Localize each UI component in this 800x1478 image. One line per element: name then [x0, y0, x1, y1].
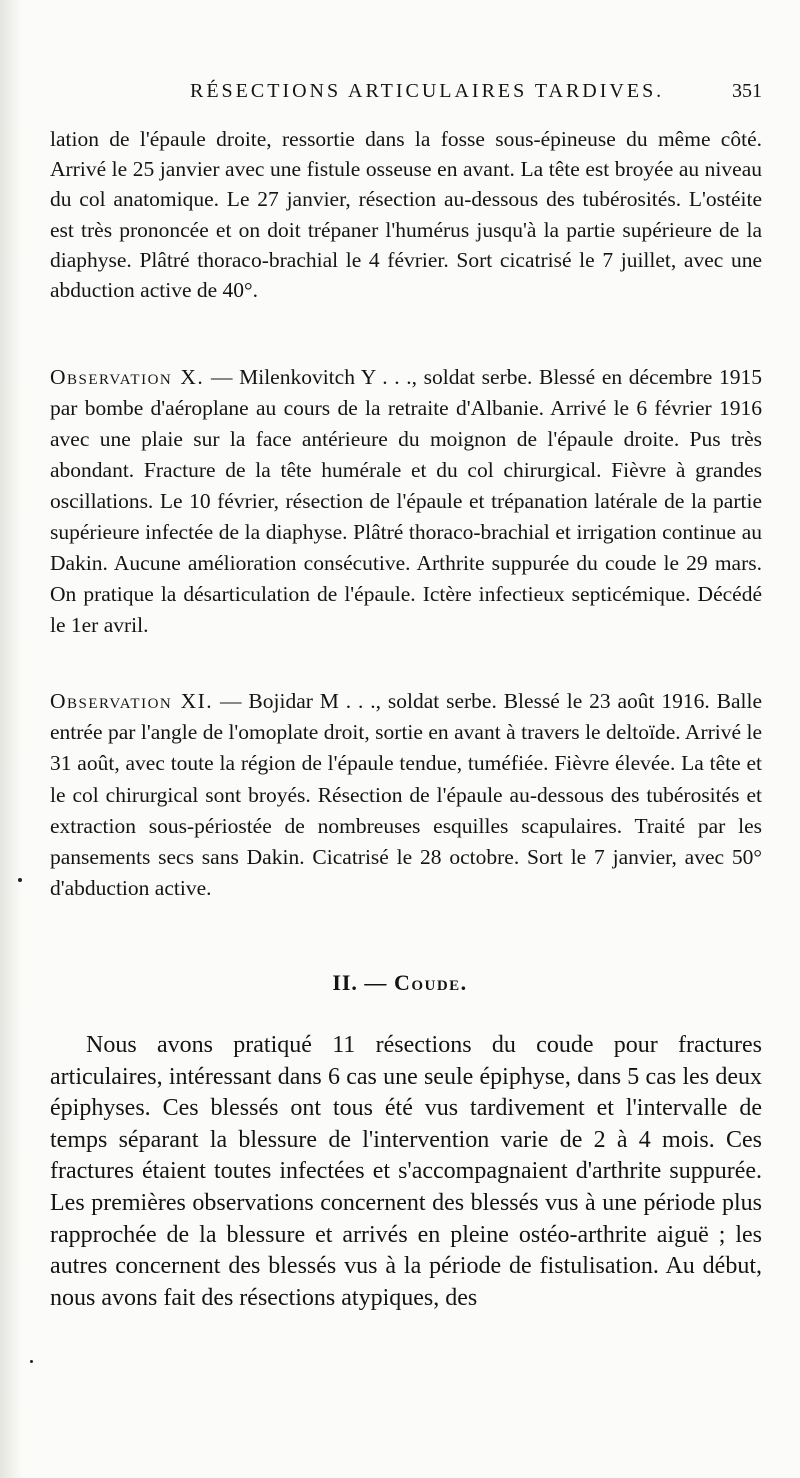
- section-heading: [0, 970, 800, 996]
- observation-x-text: — Milenkovitch Y . . ., soldat serbe. Blessé en décembre 1915 par bombe d'aéroplane au cours de la retraite d'Albanie. Arrivé le 6 février 1916 avec une plaie sur la face antérieure du moignon de l'épaule droite. Pus très abondant. Fracture de la tête humérale et du col chirurgical. Fièvre à grandes oscillations. Le 10 février, résection de l'épaule et trépanation latérale de la partie supérieure infectée de la diaphyse. Plâtré thoraco-brachial et irrigation continue au Dakin. Aucune amélioration consécutive. Arthrite suppurée du coude le 29 mars. On pratique la désarticulation de l'épaule. Ictère infectieux septicémique. Décédé le 1er avril.: [50, 365, 762, 637]
- observation-xi-paragraph: [50, 686, 762, 904]
- page-number: 351: [732, 80, 762, 102]
- continuation-paragraph: lation de l'épaule droite, ressortie dans la fosse sous-épineuse du même côté. Arrivé le 25 janvier avec une fistule osseuse en avant. La tête est broyée au niveau du col anatomique. Le 27 janvier, résection au-dessous des tubérosités. L'ostéite est très prononcée et on doit trépaner l'humérus jusqu'à la partie supérieure de la diaphyse. Plâtré thoraco-brachial le 4 février. Sort cicatrisé le 7 juillet, avec une abduction active de 40°.: [50, 127, 762, 303]
- page-header: [190, 80, 762, 110]
- observation-xi-text: — Bojidar M . . ., soldat serbe. Blessé le 23 août 1916. Balle entrée par l'angle de l'omoplate droit, sortie en avant à travers le deltoïde. Arrivé le 31 août, avec toute la région de l'épaule tendue, tuméfiée. Fièvre élevée. La tête et le col chirurgical sont broyés. Résection de l'épaule au-dessous des tubérosités et extraction sous-périostée de nombreuses esquilles scapulaires. Traité par les pansements secs sans Dakin. Cicatrisé le 28 octobre. Sort le 7 janvier, avec 50° d'abduction active.: [50, 689, 762, 901]
- elbow-intro-paragraph: Nous avons pratiqué 11 résections du coude pour fractures articulaires, intéressant dans 6 cas une seule épiphyse, dans 5 cas les deux épiphyses. Ces blessés ont tous été vus tardivement et l'intervalle de temps séparant la blessure de l'intervention varie de 2 à 4 mois. Ces fractures étaient toutes infectées et s'accompagnaient d'arthrite suppurée. Les premières observations concernent des blessés vus à une période plus rapprochée de la blessure et arrivés en pleine ostéo-arthrite aiguë ; les autres concernent des blessés vus à la période de fistulisation. Au début, nous avons fait des résections atypiques, des: [50, 1032, 762, 1311]
- page-edge-shading: [0, 0, 22, 1478]
- section-number: II. —: [332, 970, 394, 995]
- ink-speck: [30, 1360, 33, 1363]
- observation-xi-label: Observation XI.: [50, 689, 214, 713]
- ink-speck: [18, 878, 22, 882]
- running-title: RÉSECTIONS ARTICULAIRES TARDIVES.: [190, 80, 665, 102]
- observation-x-label: Observation X.: [50, 365, 205, 389]
- section-title: Coude.: [393, 970, 468, 995]
- observation-x-paragraph: [50, 362, 762, 641]
